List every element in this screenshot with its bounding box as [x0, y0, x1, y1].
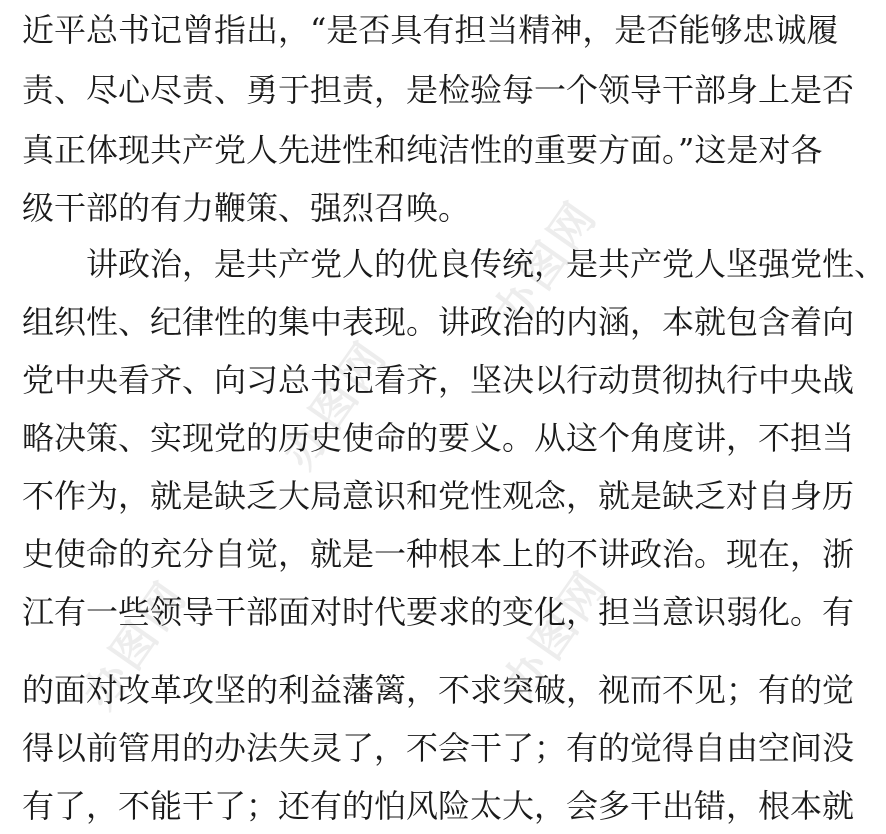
paragraph-line: 讲政治，是共产党人的优良传统，是共产党人坚强党性、: [86, 245, 886, 283]
paragraph-line: 近平总书记曾指出，“是否具有担当精神，是否能够忠诚履: [22, 11, 839, 49]
paragraph-line: 得以前管用的办法失灵了，不会干了；有的觉得自由空间没: [22, 729, 855, 767]
paragraph-line: 真正体现共产党人先进性和纯洁性的重要方面。”这是对各: [22, 131, 823, 169]
watermark-2: 办图网: [273, 330, 398, 479]
paragraph-line: 责、尽心尽责、勇于担责，是检验每一个领导干部身上是否: [22, 71, 855, 109]
paragraph-line: 有了，不能干了；还有的怕风险太大，会多干出错，根本就: [22, 787, 855, 825]
paragraph-line: 的面对改革攻坚的利益藩篱，不求突破，视而不见；有的觉: [22, 671, 855, 709]
paragraph-line: 组织性、纪律性的集中表现。讲政治的内涵，本就包含着向: [22, 303, 855, 341]
paragraph-line: 不作为，就是缺乏大局意识和党性观念，就是缺乏对自身历: [22, 477, 855, 515]
paragraph-line: 级干部的有力鞭策、强烈召唤。: [22, 189, 471, 227]
watermark-3: 办图网: [493, 560, 618, 709]
paragraph-line: 史使命的充分自觉，就是一种根本上的不讲政治。现在，浙: [22, 535, 855, 573]
paragraph-line: 略决策、实现党的历史使命的要义。从这个角度讲，不担当: [22, 419, 855, 457]
paragraph-line: 江有一些领导干部面对时代要求的变化，担当意识弱化。有: [22, 593, 855, 631]
watermark-4: 办图网: [73, 570, 198, 719]
watermark-1: 办图网: [483, 190, 608, 339]
paragraph-line: 党中央看齐、向习总书记看齐，坚决以行动贯彻执行中央战: [22, 361, 855, 399]
